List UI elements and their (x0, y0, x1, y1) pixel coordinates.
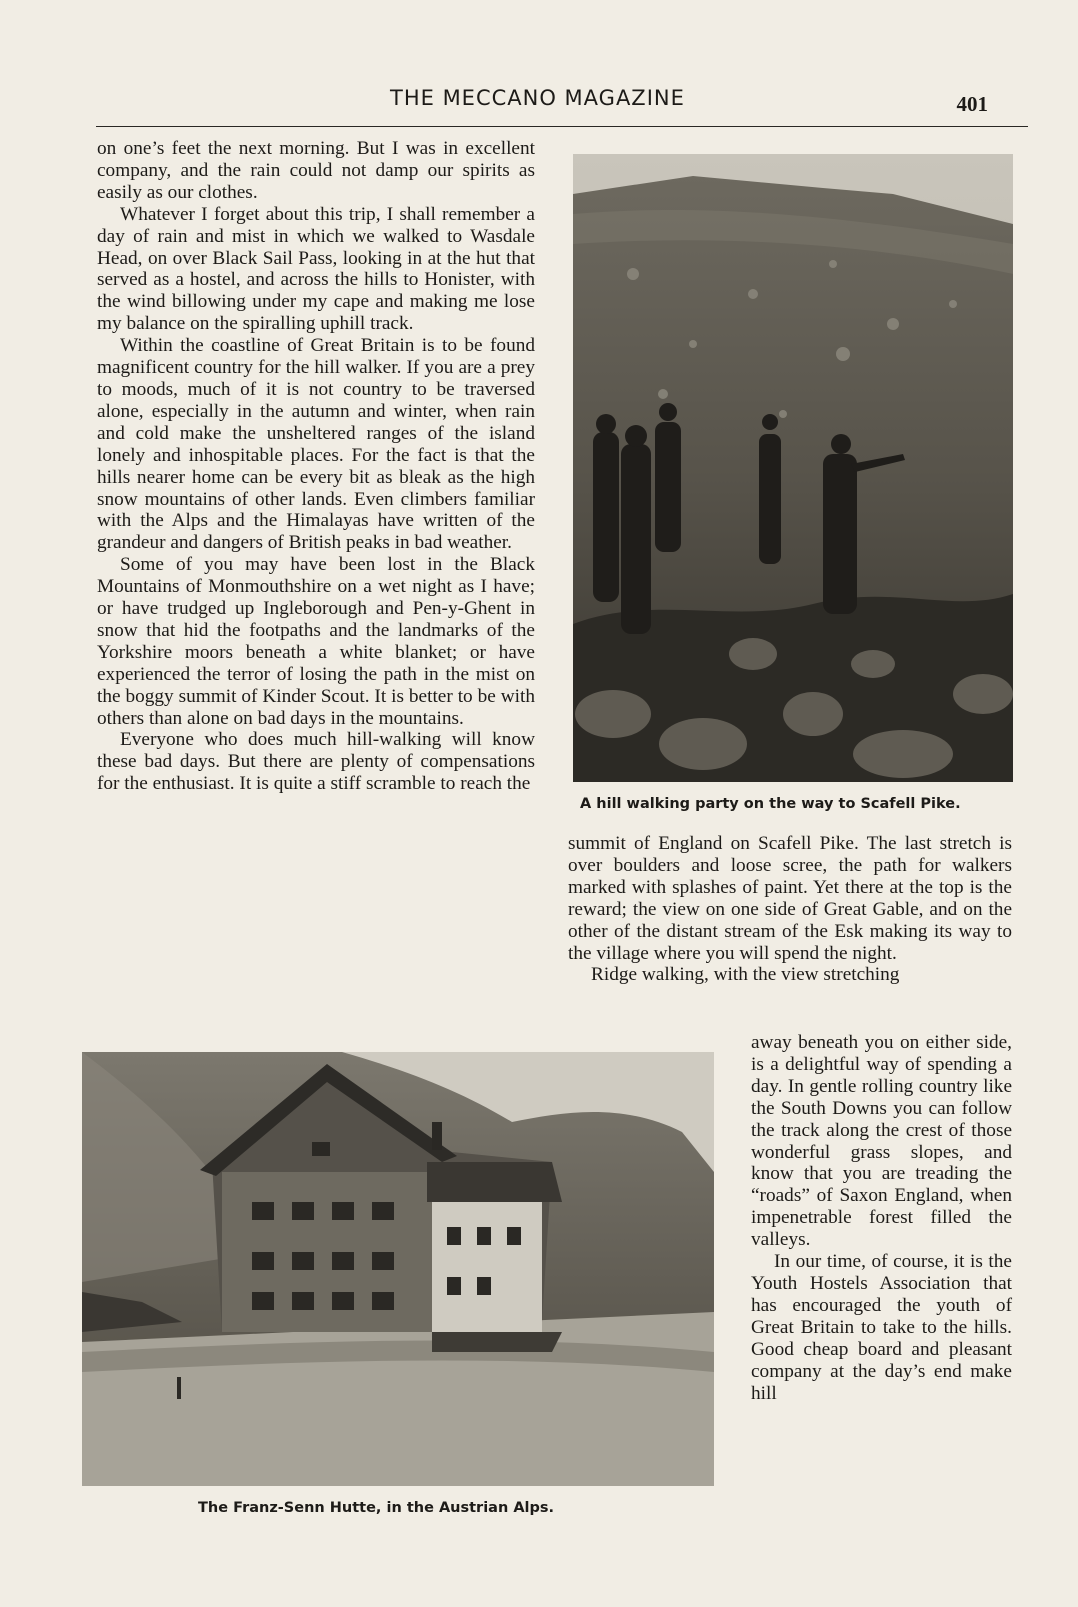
right-column (568, 833, 1012, 986)
paragraph: Within the coastline of Great Britain is to be found magnificent country for the hill walker. If you are a prey to moods, much of it is not country to be traversed alone, especially in the autumn and winter, when rain and cold make the unsheltered ranges of the island lonely and inhospitable places. For the fact is that the hills nearer home can be every bit as bleak as the high snow mountains of other lands. Even climbers familiar with the Alps and the Himalayas have written of the grandeur and dangers of British peaks in bad weather. (97, 335, 535, 554)
paragraph: In our time, of course, it is the Youth Hostels Association that has encouraged the youth of Great Britain to take to the hills. Good cheap board and pleasant company at the day’s end make hill (751, 1251, 1012, 1404)
hut-photo (82, 1052, 714, 1486)
paragraph: on one’s feet the next morning. But I was in excellent company, and the rain could not damp our spirits as easily as our clothes. (97, 138, 535, 203)
hikers-photo-caption: A hill walking party on the way to Scafell Pike. (580, 796, 961, 812)
magazine-title: THE MECCANO MAGAZINE (390, 86, 685, 110)
paragraph: Some of you may have been lost in the Black Mountains of Monmouthshire on a wet night as I have; or have trudged up Ingleborough and Pen-y-Ghent in snow that hid the footpaths and the landmarks of the Yorkshire moors beneath a white blanket; or have experienced the terror of losing the path in the mist on the boggy summit of Kinder Scout. It is better to be with others than alone on bad days in the mountains. (97, 554, 535, 729)
paragraph: away beneath you on either side, is a delightful way of spending a day. In gentle rolling country like the South Downs you can follow the track along the crest of those wonderful grass slopes, and know that you are treading the “roads” of Saxon England, when impenetrable forest filled the valleys. (751, 1032, 1012, 1251)
paragraph: Whatever I forget about this trip, I shall remember a day of rain and mist in which we walked to Wasdale Head, on over Black Sail Pass, looking in at the hut that served as a hostel, and across the hills to Honister, with the wind billowing under my cape and making me lose my balance on the spiralling uphill track. (97, 203, 535, 335)
page-number: 401 (956, 92, 988, 116)
paragraph: Everyone who does much hill-walking will know these bad days. But there are plenty of compensations for the enthusiast. It is quite a stiff scramble to reach the (97, 729, 535, 795)
left-column (97, 138, 535, 795)
hut-photo-caption: The Franz-Senn Hutte, in the Austrian Alps. (198, 1500, 555, 1516)
narrow-column (751, 1032, 1012, 1404)
page-header (96, 86, 1028, 127)
paragraph: Ridge walking, with the view stretching (591, 964, 900, 986)
hikers-photo (573, 154, 1013, 782)
paragraph: summit of England on Scafell Pike. The last stretch is over boulders and loose scree, the path for walkers marked with splashes of paint. Yet there at the top is the reward; the view on one side of Great Gable, and on the other of the distant stream of the Esk making its way to the village where you will spend the night. (568, 833, 1012, 964)
